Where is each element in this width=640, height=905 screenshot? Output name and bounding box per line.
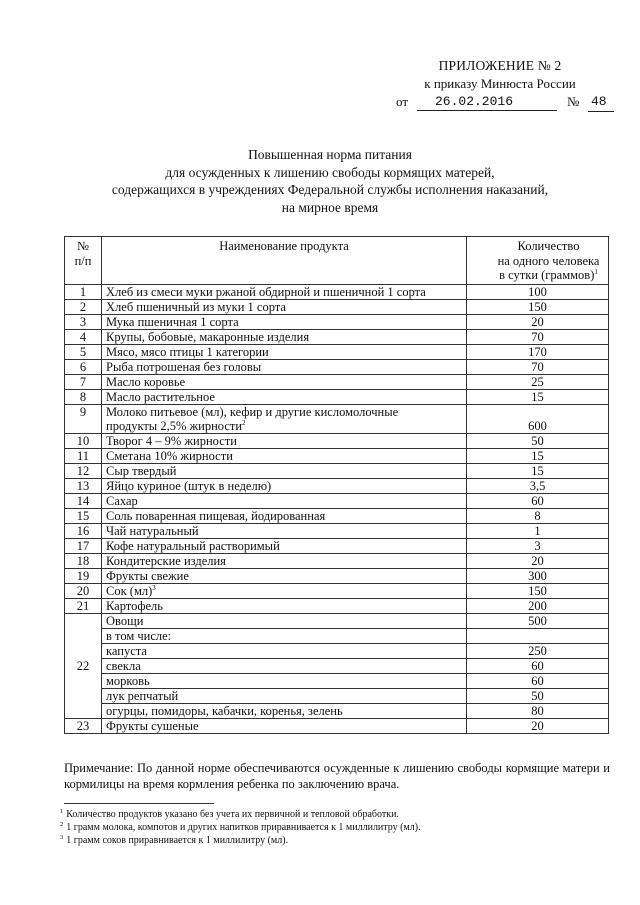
product-name: Сметана 10% жирности	[102, 448, 467, 463]
sub-items-label: в том числе:	[102, 628, 467, 643]
heading-line-1: Повышенная норма питания	[248, 147, 412, 162]
product-name: Хлеб из смеси муки ржаной обдирной и пшеничной 1 сорта	[102, 284, 467, 299]
product-name: Хлеб пшеничный из муки 1 сорта	[102, 299, 467, 314]
footnote-ref: 3	[152, 583, 156, 592]
sub-product-quantity: 250	[467, 643, 609, 658]
product-name: Чай натуральный	[102, 523, 467, 538]
order-number: 48	[588, 94, 614, 112]
table-subrow-label	[65, 628, 609, 643]
number-label: №	[567, 94, 580, 109]
order-reference	[383, 94, 623, 112]
row-number: 2	[65, 299, 102, 314]
footnote-mark: 1	[60, 807, 64, 815]
row-number: 23	[65, 718, 102, 733]
table-header-row	[65, 237, 609, 285]
row-number: 12	[65, 463, 102, 478]
product-quantity: 100	[467, 284, 609, 299]
order-date: 26.02.2016	[417, 94, 557, 111]
product-name: Фрукты сушеные	[102, 718, 467, 733]
table-row	[65, 448, 609, 463]
product-name: Картофель	[102, 598, 467, 613]
product-name: Рыба потрошеная без головы	[102, 359, 467, 374]
empty-quantity	[467, 628, 609, 643]
product-quantity: 50	[467, 433, 609, 448]
document-heading	[60, 146, 600, 216]
table-row	[65, 553, 609, 568]
footnote-ref: 2	[242, 418, 246, 427]
product-quantity: 170	[467, 344, 609, 359]
product-quantity: 150	[467, 299, 609, 314]
product-name: Творог 4 – 9% жирности	[102, 433, 467, 448]
product-quantity: 15	[467, 463, 609, 478]
table-row	[65, 329, 609, 344]
product-quantity: 15	[467, 389, 609, 404]
table-row	[65, 284, 609, 299]
product-quantity: 70	[467, 329, 609, 344]
table-row	[65, 433, 609, 448]
product-name-line-2: продукты 2,5% жирности	[106, 418, 243, 433]
sub-product-name: морковь	[102, 673, 467, 688]
table-row	[65, 344, 609, 359]
footnote-ref: 1	[594, 267, 598, 276]
table-row	[65, 389, 609, 404]
product-name-text: Сок (мл)	[106, 583, 153, 598]
row-number: 9	[65, 404, 102, 433]
footnotes	[60, 808, 620, 847]
footnote-1	[60, 808, 620, 821]
row-number: 3	[65, 314, 102, 329]
table-row	[65, 478, 609, 493]
product-name	[102, 404, 467, 433]
heading-line-3: содержащихся в учреждениях Федеральной службы исполнения наказаний,	[111, 182, 549, 197]
product-quantity: 20	[467, 718, 609, 733]
product-quantity: 150	[467, 583, 609, 598]
table-row	[65, 598, 609, 613]
appendix-title: ПРИЛОЖЕНИЕ № 2	[438, 58, 562, 73]
product-name: Соль поваренная пищевая, йодированная	[102, 508, 467, 523]
row-number: 20	[65, 583, 102, 598]
product-name: Крупы, бобовые, макаронные изделия	[102, 329, 467, 344]
header-number	[65, 237, 102, 285]
sub-product-quantity: 80	[467, 703, 609, 718]
row-number: 1	[65, 284, 102, 299]
row-number: 11	[65, 448, 102, 463]
product-name	[102, 583, 467, 598]
header-product-name	[102, 237, 467, 285]
from-label: от	[396, 94, 409, 109]
product-quantity: 600	[467, 404, 609, 433]
footnote-mark: 3	[60, 833, 64, 841]
table-subrow	[65, 673, 609, 688]
note-paragraph: Примечание: По данной норме обеспечиваются осужденные к лишению свободы кормящие матери и кормилицы на время кормления ребенка по заключению врача.	[64, 761, 610, 791]
product-quantity: 500	[467, 613, 609, 628]
footnote-divider	[64, 803, 214, 804]
product-quantity: 8	[467, 508, 609, 523]
table-row	[65, 508, 609, 523]
header-quantity	[467, 237, 609, 285]
row-number: 16	[65, 523, 102, 538]
footnote-text: Количество продуктов указано без учета их первичной и тепловой обработки.	[66, 809, 399, 820]
product-quantity: 20	[467, 553, 609, 568]
table-row	[65, 359, 609, 374]
row-number: 14	[65, 493, 102, 508]
product-quantity: 300	[467, 568, 609, 583]
table-subrow	[65, 643, 609, 658]
table-row	[65, 523, 609, 538]
sub-product-name: лук репчатый	[102, 688, 467, 703]
row-number: 4	[65, 329, 102, 344]
appendix-header	[380, 57, 620, 93]
table-row	[65, 463, 609, 478]
row-number: 17	[65, 538, 102, 553]
row-number: 22	[65, 613, 102, 718]
sub-product-name: капуста	[102, 643, 467, 658]
product-quantity: 20	[467, 314, 609, 329]
product-quantity: 1	[467, 523, 609, 538]
table-row	[65, 718, 609, 733]
footnote-mark: 2	[60, 820, 64, 828]
table-row	[65, 314, 609, 329]
table-subrow	[65, 703, 609, 718]
table-row	[65, 568, 609, 583]
header-number-line-2: п/п	[74, 253, 92, 268]
sub-product-name: огурцы, помидоры, кабачки, коренья, зелень	[102, 703, 467, 718]
appendix-subtitle: к приказу Минюста России	[424, 76, 576, 91]
product-name: Сыр твердый	[102, 463, 467, 478]
product-name-line-1: Молоко питьевое (мл), кефир и другие кисломолочные	[106, 404, 399, 419]
header-quantity-line-3: в сутки (граммов)	[499, 268, 595, 282]
product-name: Мясо, мясо птицы 1 категории	[102, 344, 467, 359]
nutrition-norm-table	[64, 236, 609, 734]
table-subrow	[65, 658, 609, 673]
header-number-line-1: №	[77, 239, 89, 253]
footnote-text: 1 грамм молока, компотов и других напитков приравнивается к 1 миллилитру (мл).	[66, 822, 421, 833]
table-row	[65, 299, 609, 314]
table-row	[65, 613, 609, 628]
row-number: 10	[65, 433, 102, 448]
product-quantity: 60	[467, 493, 609, 508]
row-number: 19	[65, 568, 102, 583]
product-name: Яйцо куриное (штук в неделю)	[102, 478, 467, 493]
product-quantity: 3	[467, 538, 609, 553]
product-name: Кондитерские изделия	[102, 553, 467, 568]
product-name: Фрукты свежие	[102, 568, 467, 583]
heading-line-4: на мирное время	[281, 199, 379, 215]
row-number: 6	[65, 359, 102, 374]
sub-product-quantity: 60	[467, 658, 609, 673]
row-number: 21	[65, 598, 102, 613]
table-row	[65, 538, 609, 553]
product-name: Овощи	[102, 613, 467, 628]
product-name: Масло растительное	[102, 389, 467, 404]
table-row	[65, 493, 609, 508]
table-subrow	[65, 688, 609, 703]
sub-product-name: свекла	[102, 658, 467, 673]
product-name: Масло коровье	[102, 374, 467, 389]
header-quantity-line-1: Количество	[517, 239, 580, 253]
product-name: Сахар	[102, 493, 467, 508]
row-number: 5	[65, 344, 102, 359]
footnote-text: 1 грамм соков приравнивается к 1 миллилитру (мл).	[66, 835, 289, 846]
product-name: Мука пшеничная 1 сорта	[102, 314, 467, 329]
footnote-2	[60, 821, 620, 834]
product-quantity: 200	[467, 598, 609, 613]
row-number: 7	[65, 374, 102, 389]
table-row	[65, 404, 609, 433]
row-number: 8	[65, 389, 102, 404]
header-quantity-line-2: на одного человека	[497, 253, 600, 268]
row-number: 13	[65, 478, 102, 493]
product-name: Кофе натуральный растворимый	[102, 538, 467, 553]
product-quantity: 15	[467, 448, 609, 463]
sub-product-quantity: 60	[467, 673, 609, 688]
table-row	[65, 374, 609, 389]
row-number: 15	[65, 508, 102, 523]
heading-line-2: для осужденных к лишению свободы кормящих матерей,	[165, 164, 495, 180]
product-quantity: 3,5	[467, 478, 609, 493]
header-product-name-text: Наименование продукта	[219, 239, 349, 253]
row-number: 18	[65, 553, 102, 568]
product-quantity: 25	[467, 374, 609, 389]
sub-product-quantity: 50	[467, 688, 609, 703]
table-row	[65, 583, 609, 598]
product-quantity: 70	[467, 359, 609, 374]
footnote-3	[60, 834, 620, 847]
